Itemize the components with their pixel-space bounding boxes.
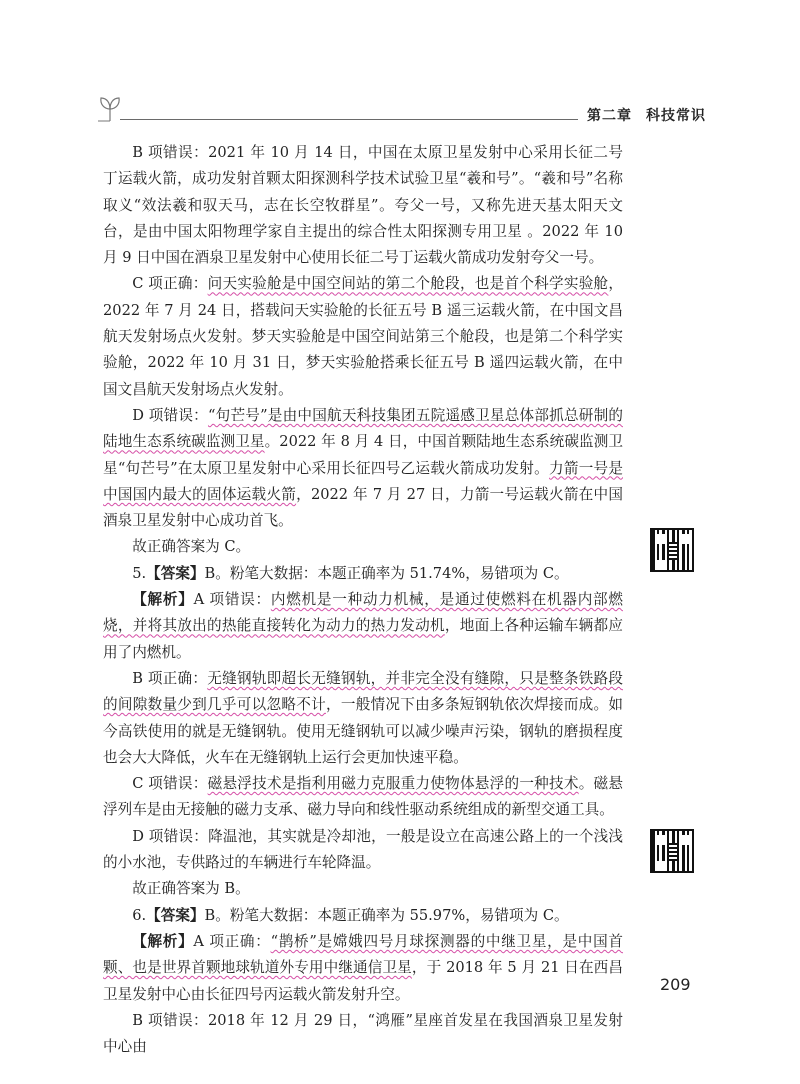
question-5-answer bbox=[103, 561, 623, 587]
paragraph-b-wrong: B 项错误：2021 年 10 月 14 日，中国在太原卫星发射中心采用长征二号丁运载火箭，成功发射首颗太阳探测科学技术试验卫星“羲和号”。“羲和号”名称取义“效法羲和驭天马，志在长空牧群星”。夸父一号，又称先进天基太阳天文台，是由中国太阳物理学家自主提出的综合性太阳探测专用卫星 。2022 年 10 月 9 日中国在酒泉卫星发射中心使用长征二号丁运载火箭成功发射夸父一号。 bbox=[103, 144, 623, 267]
qr-code-icon[interactable] bbox=[650, 829, 694, 873]
text-run: ，于 2018 年 5 月 21 日在西昌卫星发射中心由长征四号丙运载火箭发射升空。 bbox=[103, 959, 623, 1003]
text-run: 。磁悬浮列车是由无接触的磁力支承、磁力导向和线性驱动系统组成的新型交通工具。 bbox=[103, 775, 623, 819]
paragraph-b-wrong-2: B 项错误：2018 年 12 月 29 日，“鸿雁”星座首发星在我国酒泉卫星发射中心由 bbox=[103, 1011, 623, 1056]
text-run: A 项正确： bbox=[193, 932, 271, 950]
text-run: B。粉笔大数据：本题正确率为 55.97%，易错项为 C。 bbox=[204, 906, 569, 924]
question-6-answer bbox=[103, 903, 623, 929]
analysis-tag: 【解析】 bbox=[132, 591, 194, 609]
text-run: 。2022 年 8 月 4 日，中国首颗陆地生态系统碳监测卫星“句芒号”在太原卫星发射中心采用长征四号乙运载火箭成功发射。 bbox=[103, 433, 623, 477]
answer-tag: 【答案】 bbox=[146, 906, 205, 924]
qr-code-icon[interactable] bbox=[650, 528, 694, 572]
paragraph-c-correct bbox=[103, 271, 623, 402]
question-6-analysis bbox=[103, 929, 623, 1008]
answer-tag: 【答案】 bbox=[146, 564, 205, 582]
text-run: ，一般情况下由多条短钢轨依次焊接而成。如今高铁使用的就是无缝钢轨。使用无缝钢轨可以减少噪声污染，钢轨的磨损程度也会大大降低，火车在无缝钢轨上运行会更加快速平稳。 bbox=[103, 696, 623, 766]
text-run: ，2022 年 7 月 24 日，搭载问天实验舱的长征五号 B 遥三运载火箭，在中国文昌航天发射场点火发射。梦天实验舱是中国空间站第三个舱段，也是第二个科学实验舱，2022 年 10 月 31 日，梦天实验舱搭乘长征五号 B 遥四运载火箭，在中国文昌航天发射场点火发射。 bbox=[103, 275, 623, 398]
paragraph-d-wrong bbox=[103, 403, 623, 534]
question-number: 5. bbox=[132, 564, 147, 582]
highlighted-text: 力箭一号是中国国内最大的固体运载火箭 bbox=[103, 459, 623, 503]
answer-conclusion: 故正确答案为 C。 bbox=[132, 538, 251, 556]
answer-conclusion-2: 故正确答案为 B。 bbox=[132, 880, 250, 898]
text-run: A 项错误： bbox=[193, 591, 271, 609]
page-header bbox=[96, 95, 708, 125]
text-run: D 项错误： bbox=[132, 406, 208, 424]
page-body bbox=[103, 140, 623, 1060]
highlighted-text: 无缝钢轨即超长无缝钢轨，并非完全没有缝隙，只是整条铁路段的间隙数量少到几乎可以忽略不计 bbox=[103, 669, 623, 714]
highlighted-text: “鹊桥”是嫦娥四号月球探测器的中继卫星，是中国首颗、也是世界首颗地球轨道外专用中继通信卫星 bbox=[103, 932, 623, 977]
page-number: 209 bbox=[660, 975, 691, 994]
highlighted-text: 内燃机是一种动力机械，是通过使燃料在机器内部燃烧，并将其放出的热能直接转化为动力的热力发动机 bbox=[103, 591, 623, 635]
text-run: B 项正确： bbox=[132, 669, 208, 687]
text-run: ，2022 年 7 月 27 日，力箭一号运载火箭在中国酒泉卫星发射中心成功首飞。 bbox=[103, 485, 623, 530]
text-run: ，地面上各种运输车辆都应用了内燃机。 bbox=[103, 617, 623, 661]
section-label: 科技常识 bbox=[646, 108, 706, 124]
chapter-label: 第二章 bbox=[587, 108, 632, 124]
running-head bbox=[573, 105, 706, 125]
text-run: C 项错误： bbox=[132, 775, 208, 793]
highlighted-text: “句芒号”是由中国航天科技集团五院遥感卫星总体部抓总研制的陆地生态系统碳监测卫星 bbox=[103, 406, 623, 451]
paragraph-c-wrong bbox=[103, 771, 623, 824]
text-run: B。粉笔大数据：本题正确率为 51.74%，易错项为 C。 bbox=[204, 564, 569, 582]
paragraph-b-correct bbox=[103, 666, 623, 771]
text-run: C 项正确： bbox=[132, 275, 208, 293]
highlighted-text: 问天实验舱是中国空间站的第二个舱段，也是首个科学实验舱 bbox=[207, 275, 609, 293]
highlighted-text: 磁悬浮技术是指利用磁力克服重力使物体悬浮的一种技术 bbox=[207, 775, 579, 793]
header-rule bbox=[120, 119, 578, 120]
analysis-tag: 【解析】 bbox=[132, 932, 194, 950]
question-number: 6. bbox=[132, 906, 147, 924]
question-5-analysis bbox=[103, 587, 623, 666]
paragraph-d-wrong-2: D 项错误：降温池，其实就是冷却池，一般是设立在高速公路上的一个浅浅的小水池，专供路过的车辆进行车轮降温。 bbox=[103, 827, 623, 872]
